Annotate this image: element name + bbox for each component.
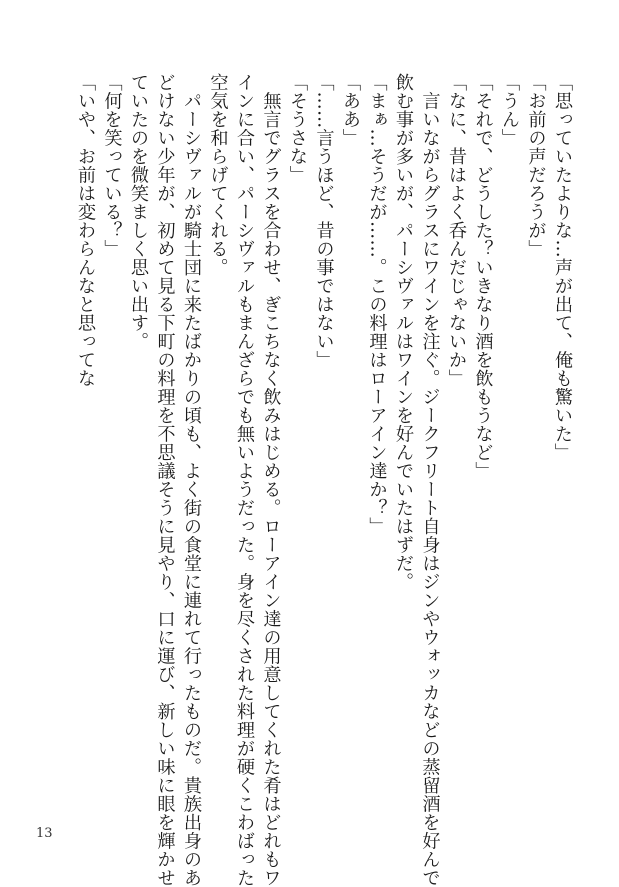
text-line: 言いながらグラスにワインを注ぐ。ジークフリート自身はジンやウォッカなどの蒸留酒を好んで <box>419 73 441 887</box>
text-line: 飲む事が多いが、パーシヴァルはワインを好んでいたはずだ。 <box>393 73 414 591</box>
text-line: 「まぁ…そうだが……。この料理はローアイン達か？」 <box>366 73 388 536</box>
text-line: インに合い、パーシヴァルもまんざらでも無いようだった。身を尽くされた料理が硬くこわばった <box>234 73 255 887</box>
text-line: 「そうさな」 <box>287 73 308 184</box>
text-line: 「なに、昔はよく呑んだじゃないか」 <box>446 73 467 388</box>
text-line: ていたのを微笑ましく思い出す。 <box>128 73 149 351</box>
text-line: 「思っていたよりな…声が出て、俺も驚いた」 <box>552 73 573 462</box>
text-line: 「それで、どうした？いきなり酒を飲もうなど」 <box>472 73 494 480</box>
text-line: 無言でグラスを合わせ、ぎこちなく飲みはじめる。ローアイン達の用意してくれた肴はどれもワ <box>260 73 282 887</box>
text-line: 「うん」 <box>499 73 520 147</box>
text-line: 「お前の声だろうが」 <box>525 73 547 258</box>
text-line: 「……言うほど、昔の事ではない」 <box>313 73 335 369</box>
text-line: パーシヴァルが騎士団に来たばかりの頃も、よく街の食堂に連れて行ったものだ。貴族出身のあ <box>181 73 202 887</box>
text-line: 「ああ」 <box>340 73 361 147</box>
text-line: どけない少年が、初めて見る下町の料理を不思議そうに見やり、口に運び、新しい味に眼を輝かせ <box>154 73 176 887</box>
text-line: 「何を笑っている？」 <box>101 73 123 258</box>
text-line: 「いや、お前は変わらんなと思ってな <box>75 73 96 388</box>
vertical-text-body <box>72 73 576 887</box>
text-line: 空気を和らげてくれる。 <box>207 73 229 277</box>
page-number: 13 <box>36 826 53 841</box>
